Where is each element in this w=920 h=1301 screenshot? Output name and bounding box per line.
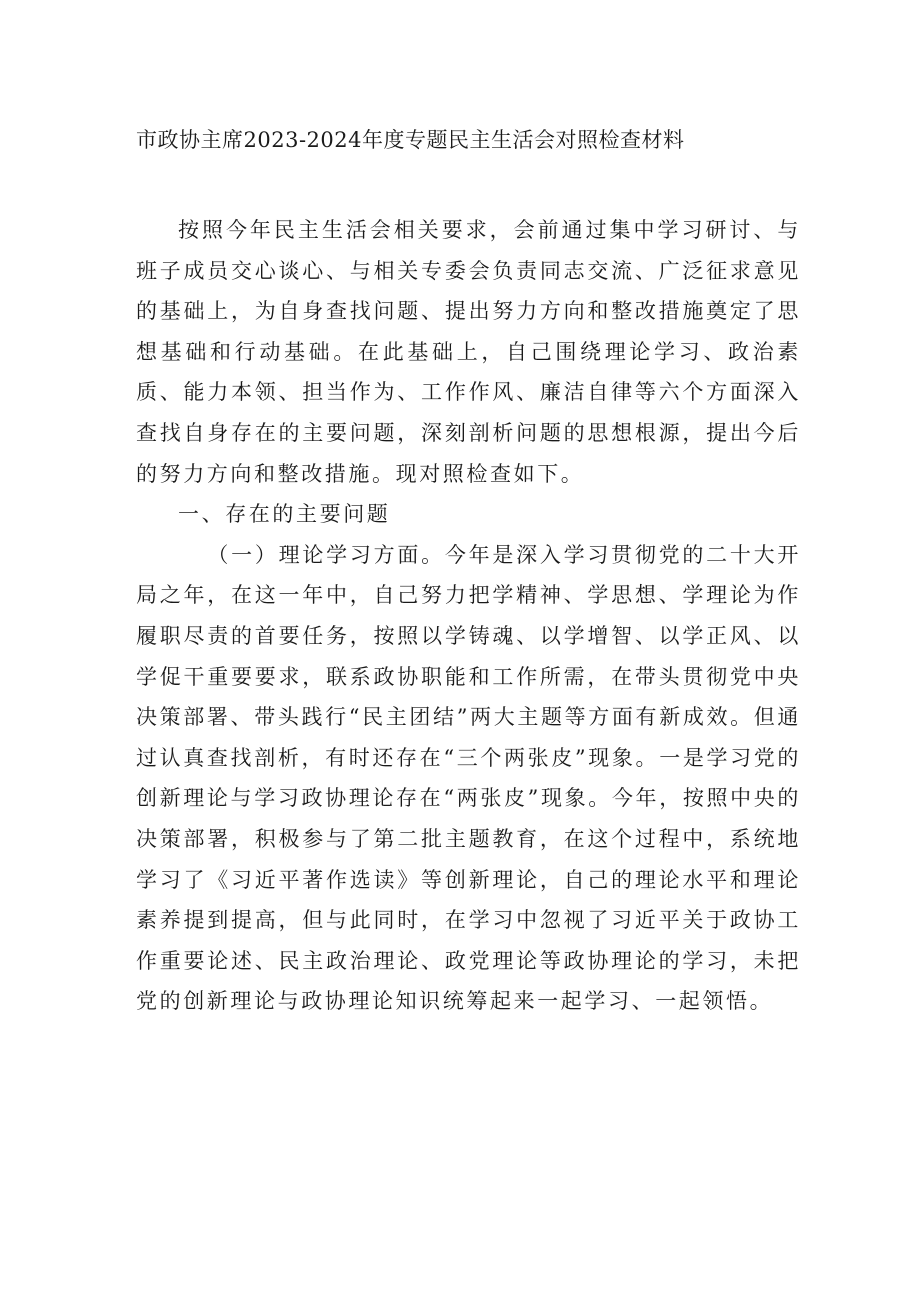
theory-study-paragraph: （一）理论学习方面。今年是深入学习贯彻党的二十大开局之年，在这一年中，自己努力把学精神、学思想、学理论为作履职尽责的首要任务，按照以学铸魂、以学增智、以学正风、以学促干重要要求，联系政协职能和工作所需，在带头贯彻党中央决策部署、带头践行“民主团结”两大主题等方面有新成效。但通过认真查找剖析，有时还存在“三个两张皮”现象。一是学习党的创新理论与学习政协理论存在“两张皮”现象。今年，按照中央的决策部署，积极参与了第二批主题教育，在这个过程中，系统地学习了《习近平著作选读》等创新理论，自己的理论水平和理论素养提到提高，但与此同时，在学习中忽视了习近平关于政协工作重要论述、民主政治理论、政党理论等政协理论的学习，未把党的创新理论与政协理论知识统筹起来一起学习、一起领悟。 — [136, 542, 801, 1014]
intro-paragraph: 按照今年民主生活会相关要求，会前通过集中学习研讨、与班子成员交心谈心、与相关专委会负责同志交流、广泛征求意见的基础上，为自身查找问题、提出努力方向和整改措施奠定了思想基础和行动基础。在此基础上，自己围绕理论学习、政治素质、能力本领、担当作为、工作作风、廉洁自律等六个方面深入查找自身存在的主要问题，深刻剖析问题的思想根源，提出今后的努力方向和整改措施。现对照检查如下。 — [136, 218, 801, 486]
section-heading-problems: 一、存在的主要问题 — [178, 502, 391, 527]
document-title: 市政协主席2023-2024年度专题民主生活会对照检查材料 — [136, 128, 685, 152]
document-body — [136, 210, 801, 1022]
